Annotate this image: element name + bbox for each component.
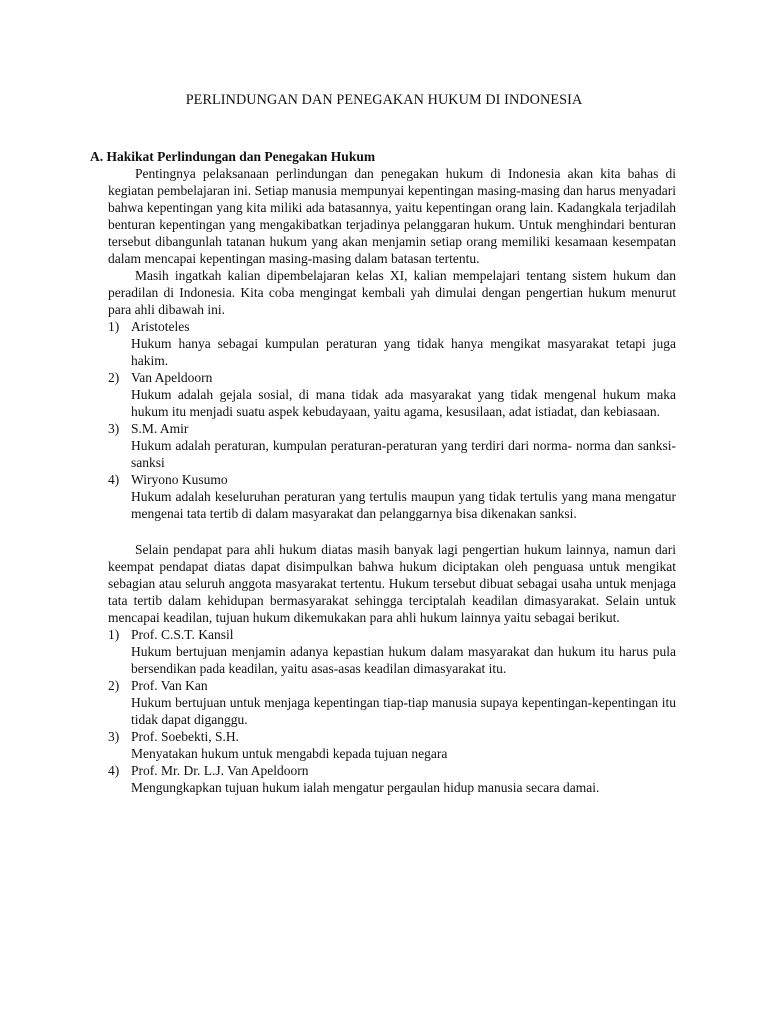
page-title: PERLINDUNGAN DAN PENEGAKAN HUKUM DI INDONESIA	[185, 92, 583, 108]
list-number: 3)	[108, 421, 120, 436]
definition-text: Hukum adalah gejala sosial, di mana tidak ada masyarakat yang tidak mengenal hukum maka hukum itu menjadi suatu aspek kebudayaan, yaitu agama, kesusilaan, adat istiadat, dan kebiasaan.	[131, 387, 676, 419]
document-body	[90, 148, 676, 796]
definition-text: Hukum hanya sebagai kumpulan peraturan yang tidak hanya mengikat masyarakat tetapi juga hakim.	[131, 336, 676, 368]
definition-text: Hukum adalah keseluruhan peraturan yang tertulis maupun yang tidak tertulis yang mana mengatur mengenai tata tertib di dalam masyarakat dan pelanggarnya bisa dikenakan sanksi.	[131, 489, 676, 521]
definition-text: Hukum adalah peraturan, kumpulan peraturan-peraturan yang terdiri dari norma- norma dan sanksi-sanksi	[131, 438, 676, 470]
section-heading: A. Hakikat Perlindungan dan Penegakan Hukum	[90, 149, 376, 164]
paragraph-spacer	[90, 522, 676, 541]
list-item	[90, 471, 676, 522]
list-number: 1)	[108, 627, 120, 642]
list-item	[90, 420, 676, 471]
expert-name: Wiryono Kusumo	[131, 472, 228, 487]
list-number: 3)	[108, 729, 120, 744]
list-number: 1)	[108, 319, 120, 334]
paragraph-reminder: Masih ingatkah kalian dipembelajaran kelas XI, kalian mempelajari tentang sistem hukum dan peradilan di Indonesia. Kita coba mengingat kembali yah dimulai dengan pengertian hukum menurut para ahli dibawah ini.	[108, 268, 676, 317]
list-item	[90, 728, 676, 762]
list-number: 4)	[108, 472, 120, 487]
list-number: 2)	[108, 370, 120, 385]
expert-name: Prof. Mr. Dr. L.J. Van Apeldoorn	[131, 763, 309, 778]
paragraph-conclusion: Selain pendapat para ahli hukum diatas masih banyak lagi pengertian hukum lainnya, namun dari keempat pendapat diatas dapat disimpulkan bahwa hukum diciptakan oleh penguasa untuk mengikat sebagian atau seluruh anggota masyarakat tertentu. Hukum tersebut dibuat sebagai usaha untuk menjaga tata tertib dalam kehidupan bermasyarakat sehingga terciptalah keadilan dimasyarakat. Selain untuk mencapai keadilan, tujuan hukum dikemukakan para ahli hukum lainnya yaitu sebagai berikut.	[108, 542, 676, 625]
goal-text: Hukum bertujuan untuk menjaga kepentingan tiap-tiap manusia supaya kepentingan-kepentingan itu tidak dapat diganggu.	[131, 695, 676, 727]
list-item	[90, 762, 676, 796]
expert-name: Aristoteles	[131, 319, 190, 334]
list-item	[90, 626, 676, 677]
expert-name: Prof. Van Kan	[131, 678, 208, 693]
list-item	[90, 677, 676, 728]
expert-name: Van Apeldoorn	[131, 370, 213, 385]
expert-name: Prof. Soebekti, S.H.	[131, 729, 239, 744]
list-item	[90, 369, 676, 420]
goals-list	[90, 626, 676, 796]
paragraph-intro: Pentingnya pelaksanaan perlindungan dan penegakan hukum di Indonesia akan kita bahas di kegiatan pembelajaran ini. Setiap manusia mempunyai kepentingan masing-masing dan harus menyadari bahwa kepentingan yang kita miliki ada batasannya, yaitu kepentingan orang lain. Kadangkala terjadilah benturan kepentingan yang mengakibatkan terjadinya pelanggaran hukum. Untuk menghindari benturan tersebut dibangunlah tatanan hukum yang akan menjamin setiap orang memiliki kesamaan kesempatan dalam mencapai kepentingan masing-masing dalam batasan tertentu.	[108, 166, 676, 266]
expert-name: Prof. C.S.T. Kansil	[131, 627, 234, 642]
list-number: 2)	[108, 678, 120, 693]
goal-text: Hukum bertujuan menjamin adanya kepastian hukum dalam masyarakat dan hukum itu harus pula bersendikan pada keadilan, yaitu asas-asas keadilan dimasyarakat itu.	[131, 644, 676, 676]
list-number: 4)	[108, 763, 120, 778]
list-item	[90, 318, 676, 369]
definitions-list	[90, 318, 676, 522]
expert-name: S.M. Amir	[131, 421, 189, 436]
goal-text: Menyatakan hukum untuk mengabdi kepada tujuan negara	[131, 746, 448, 761]
goal-text: Mengungkapkan tujuan hukum ialah mengatur pergaulan hidup manusia secara damai.	[131, 780, 600, 795]
